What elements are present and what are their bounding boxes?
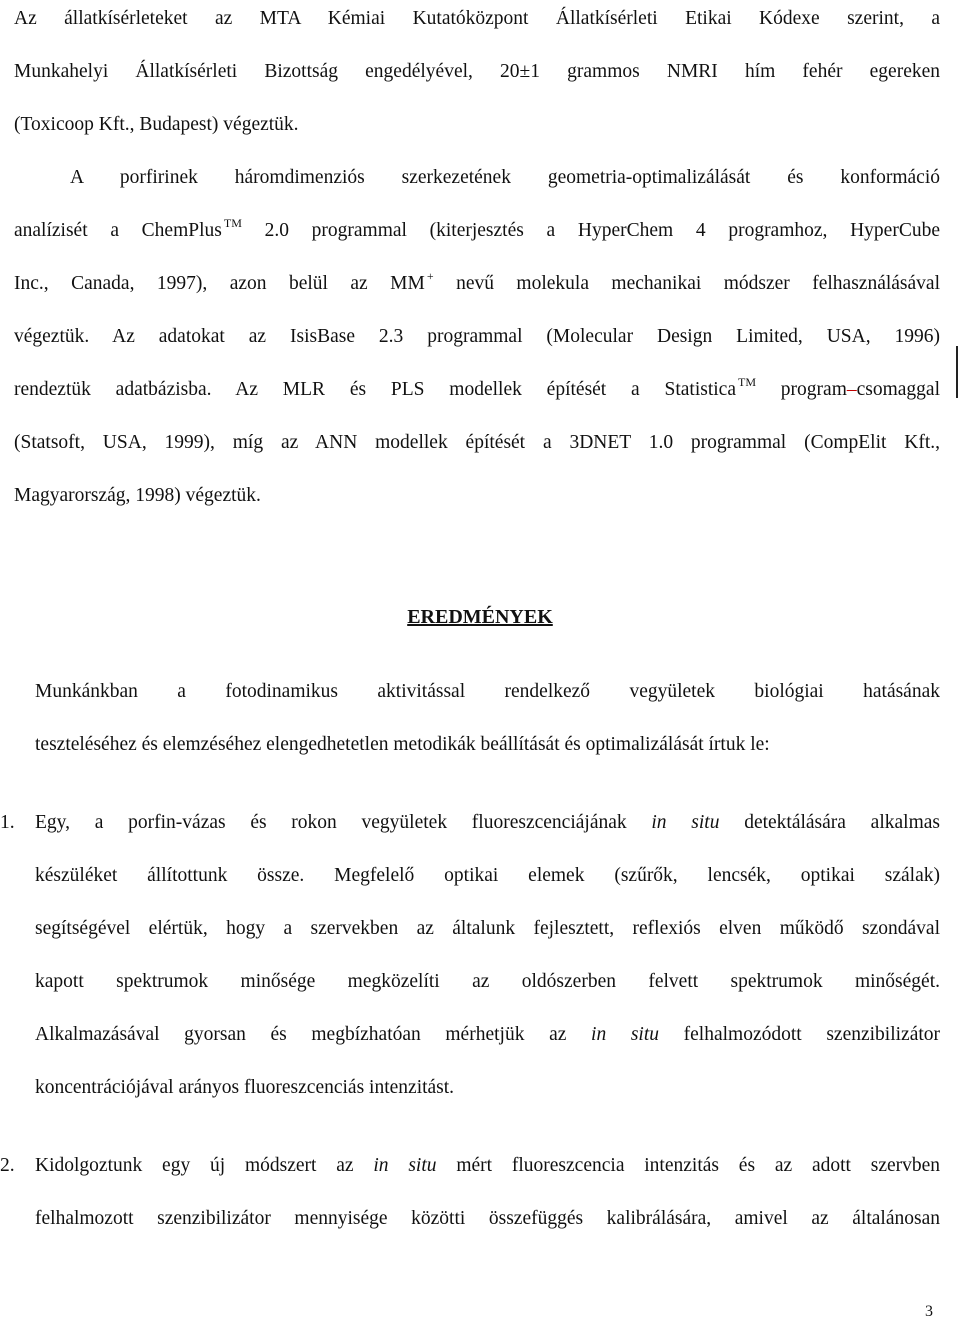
para2-line-1: A porfirinek háromdimenziós szerkezetének geometria-optimalizálását és konformáció <box>70 167 940 188</box>
para2-text: analízisét a ChemPlus <box>14 220 222 241</box>
item1-line-4: kapott spektrumok minősége megközelíti az oldószerben felvett spektrumok minőségét. <box>35 971 940 992</box>
item2-text: mért fluoreszcencia intenzitás és az adott szervben <box>456 1155 941 1176</box>
item1-text: Alkalmazásával gyorsan és megbízhatóan mérhetjük az <box>35 1024 567 1045</box>
item2-line-1 <box>35 1154 940 1180</box>
para3-line-1: Munkánkban a fotodinamikus aktivitással rendelkező vegyületek biológiai hatásának <box>35 681 940 702</box>
para1-line-2: Munkahelyi Állatkísérleti Bizottság engedélyével, 20±1 grammos NMRI hím fehér egereken <box>14 61 940 82</box>
para2-text: rendeztük adatbázisba. Az MLR és PLS modellek építését a Statistica <box>14 379 736 400</box>
para1-line-3: (Toxicoop Kft., Budapest) végeztük. <box>14 114 299 135</box>
trademark-sup: TM <box>737 375 756 389</box>
item1-line-2: készüléket állítottunk össze. Megfelelő optikai elemek (szűrők, lencsék, optikai szálak) <box>35 865 940 886</box>
para2-line-4: végeztük. Az adatokat az IsisBase 2.3 programmal (Molecular Design Limited, USA, 1996) <box>14 326 940 347</box>
item-1-number: 1. <box>0 812 15 833</box>
para2-text: csomaggal <box>856 379 940 400</box>
para2-line-7: Magyarország, 1998) végeztük. <box>14 485 261 506</box>
trademark-sup: TM <box>223 216 242 230</box>
para2-line-6: (Statsoft, USA, 1999), míg az ANN modellek építését a 3DNET 1.0 programmal (CompElit Kft., <box>14 432 940 453</box>
page-number: 3 <box>925 1303 933 1320</box>
item2-text: Kidolgoztunk egy új módszert az <box>35 1155 354 1176</box>
plus-sup: + <box>426 269 434 283</box>
item1-text: Egy, a porfin-vázas és rokon vegyületek fluoreszcenciájának <box>35 812 627 833</box>
item1-line-6: koncentrációjával arányos fluoreszcenciás intenzitást. <box>35 1077 455 1098</box>
item1-text: detektálására alkalmas <box>744 812 940 833</box>
item2-line-2: felhalmozott szenzibilizátor mennyisége közötti összefüggés kalibrálására, amivel az általánosan <box>35 1208 940 1229</box>
para2-text: Inc., Canada, 1997), azon belül az MM <box>14 273 425 294</box>
revision-bar <box>956 346 958 398</box>
item1-line-5 <box>35 1023 940 1049</box>
item1-text: felhalmozódott szenzibilizátor <box>683 1024 941 1045</box>
in-situ-italic: in situ <box>651 812 720 833</box>
para2-line-2 <box>14 216 940 245</box>
para2-text: 2.0 programmal (kiterjesztés a HyperChem 4 programhoz, HyperCube <box>264 220 940 241</box>
red-dash: – <box>846 379 857 400</box>
para1-line-1: Az állatkísérleteket az MTA Kémiai Kutatóközpont Állatkísérleti Etikai Kódexe szerint, a <box>14 8 940 29</box>
para2-line-5 <box>14 375 940 404</box>
in-situ-italic: in situ <box>373 1155 437 1176</box>
item-2-number: 2. <box>0 1155 15 1176</box>
para3-line-2: teszteléséhez és elemzéséhez elengedhetetlen metodikák beállítását és optimalizálását írtuk le: <box>35 734 770 755</box>
item1-line-3: segítségével elértük, hogy a szervekben az általunk fejlesztett, reflexiós elven működő szondával <box>35 918 940 939</box>
para2-text: program <box>780 379 847 400</box>
para2-line-3 <box>14 269 941 298</box>
section-heading: EREDMÉNYEK <box>407 606 553 628</box>
in-situ-italic: in situ <box>591 1024 660 1045</box>
item1-line-1 <box>35 811 940 837</box>
para2-text: nevű molekula mechanikai módszer felhasználásával <box>456 273 941 294</box>
